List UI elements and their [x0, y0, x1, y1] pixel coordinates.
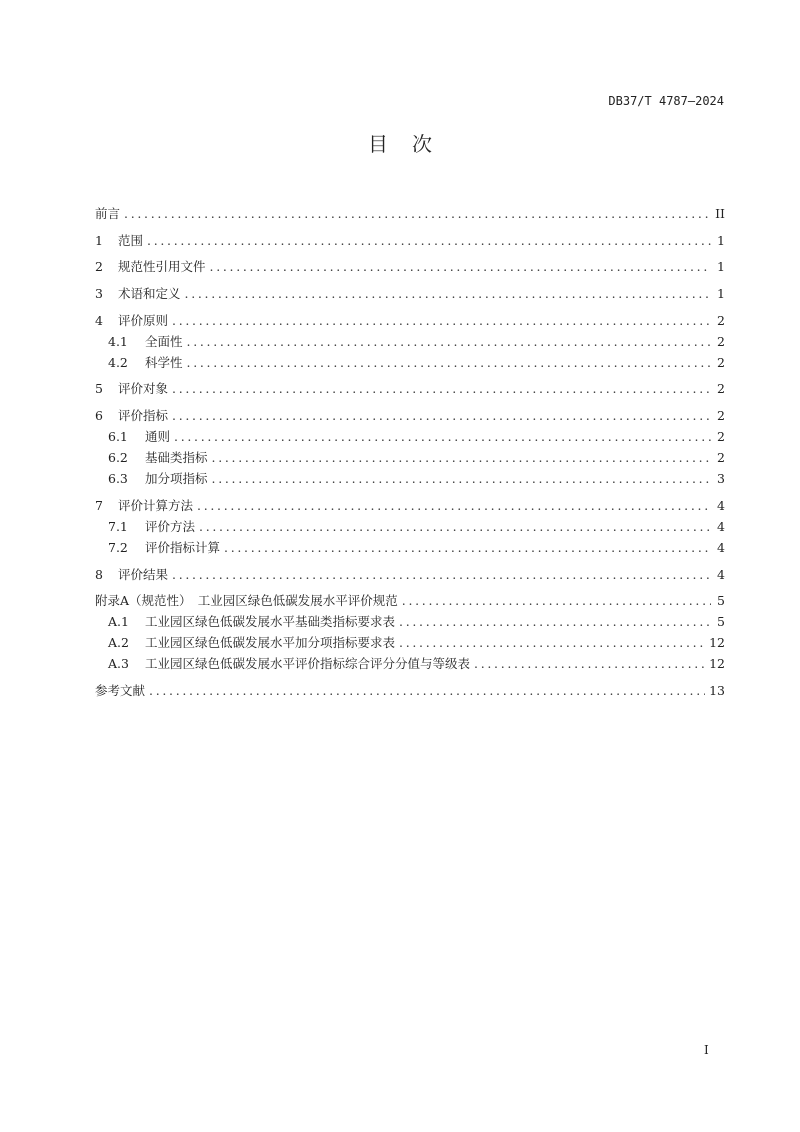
dot-leader: [212, 468, 711, 489]
table-of-contents: [95, 203, 725, 701]
dot-leader: [172, 310, 711, 331]
toc-entry-page: 1: [717, 232, 725, 248]
toc-entry-label: 通则: [145, 429, 171, 445]
toc-entry-page: 12: [709, 656, 725, 672]
toc-entry[interactable]: [95, 516, 725, 537]
toc-entry[interactable]: [95, 352, 725, 373]
toc-entry-page: 3: [717, 471, 725, 487]
toc-entry-number: 3: [95, 286, 103, 302]
dot-leader: [172, 378, 711, 399]
dot-leader: [174, 426, 711, 447]
page-number: I: [704, 1043, 709, 1057]
toc-entry-label: 范围: [118, 232, 144, 248]
toc-entry-number: 4.1: [108, 333, 128, 349]
dot-leader: [147, 230, 711, 251]
dot-leader: [199, 516, 711, 537]
toc-entry[interactable]: [95, 426, 725, 447]
toc-entry-page: 1: [717, 286, 725, 302]
toc-entry-number: A.2: [108, 635, 129, 651]
toc-entry-page: 4: [717, 497, 725, 513]
toc-entry-label: 基础类指标: [145, 450, 208, 466]
toc-entry-label: 评价指标计算: [145, 539, 221, 555]
toc-entry-number: 6.3: [108, 471, 128, 487]
toc-entry-page: 5: [717, 593, 725, 609]
toc-entry-number: 8: [95, 566, 103, 582]
dot-leader: [212, 447, 711, 468]
toc-entry[interactable]: [95, 632, 725, 653]
toc-entry[interactable]: [95, 405, 725, 426]
toc-entry[interactable]: [95, 283, 725, 304]
toc-entry-number: 5: [95, 381, 103, 397]
dot-leader: [172, 405, 711, 426]
toc-entry[interactable]: [95, 653, 725, 674]
toc-entry-page: 2: [717, 381, 725, 397]
toc-entry-page: II: [715, 206, 725, 221]
dot-leader: [187, 352, 711, 373]
toc-entry[interactable]: [95, 468, 725, 489]
toc-entry-page: 5: [717, 614, 725, 630]
toc-entry-page: 2: [717, 450, 725, 466]
dot-leader: [187, 331, 711, 352]
toc-entry-page: 13: [709, 682, 725, 698]
toc-entry-page: 12: [709, 635, 725, 651]
toc-entry-page: 4: [717, 539, 725, 555]
dot-leader: [474, 653, 705, 674]
toc-entry-label: 术语和定义: [118, 286, 181, 302]
toc-entry-number: 6.1: [108, 429, 128, 445]
dot-leader: [399, 632, 705, 653]
dot-leader: [224, 537, 711, 558]
toc-entry-number: 6.2: [108, 450, 128, 466]
toc-entry[interactable]: [95, 331, 725, 352]
toc-entry-label: 评价对象: [118, 381, 169, 397]
toc-entry[interactable]: [95, 590, 725, 611]
toc-entry-label: 全面性: [145, 333, 183, 349]
toc-entry[interactable]: [95, 447, 725, 468]
toc-entry-number: A.3: [108, 656, 129, 672]
dot-leader: [402, 590, 711, 611]
toc-entry[interactable]: [95, 495, 725, 516]
toc-entry-number: 6: [95, 408, 103, 424]
toc-entry-number: 4.2: [108, 354, 128, 370]
dot-leader: [210, 256, 711, 277]
toc-entry-page: 4: [717, 566, 725, 582]
toc-entry-page: 2: [717, 408, 725, 424]
toc-entry-label: 评价方法: [145, 518, 196, 534]
toc-entry[interactable]: [95, 203, 725, 224]
toc-entry-page: 2: [717, 312, 725, 328]
toc-entry-label: 工业园区绿色低碳发展水平加分项指标要求表: [145, 635, 396, 651]
toc-entry-label: 前言: [95, 206, 121, 221]
dot-leader: [149, 680, 705, 701]
toc-entry[interactable]: [95, 564, 725, 585]
toc-entry-number: 7: [95, 497, 103, 513]
document-number: DB37/T 4787—2024: [608, 94, 724, 108]
toc-entry[interactable]: [95, 230, 725, 251]
page-title: 目次: [368, 132, 456, 156]
toc-entry-label: 工业园区绿色低碳发展水平基础类指标要求表: [145, 614, 396, 630]
toc-entry-label: 评价指标: [118, 408, 169, 424]
toc-entry-label: 评价原则: [118, 312, 169, 328]
toc-entry-number: A.1: [108, 614, 129, 630]
toc-entry-label: 评价结果: [118, 566, 169, 582]
toc-entry-label: 加分项指标: [145, 471, 208, 487]
toc-entry-number: 2: [95, 259, 103, 275]
toc-entry-label: 评价计算方法: [118, 497, 194, 513]
toc-entry-number: 1: [95, 232, 103, 248]
toc-entry-label: 工业园区绿色低碳发展水平评价指标综合评分分值与等级表: [145, 656, 471, 672]
dot-leader: [172, 564, 711, 585]
dot-leader: [124, 203, 711, 224]
toc-entry-number: 4: [95, 312, 103, 328]
toc-entry-page: 2: [717, 333, 725, 349]
toc-entry[interactable]: [95, 537, 725, 558]
dot-leader: [185, 283, 711, 304]
toc-entry[interactable]: [95, 680, 725, 701]
toc-entry-page: 4: [717, 518, 725, 534]
toc-entry-page: 2: [717, 429, 725, 445]
dot-leader: [197, 495, 711, 516]
toc-entry[interactable]: [95, 378, 725, 399]
toc-entry-label: 附录A（规范性） 工业园区绿色低碳发展水平评价规范: [95, 593, 398, 609]
toc-entry-page: 2: [717, 354, 725, 370]
toc-entry[interactable]: [95, 256, 725, 277]
toc-entry-label: 参考文献: [95, 682, 146, 698]
toc-entry-label: 规范性引用文件: [118, 259, 206, 275]
dot-leader: [399, 611, 711, 632]
toc-entry[interactable]: [95, 611, 725, 632]
toc-entry[interactable]: [95, 310, 725, 331]
toc-entry-number: 7.2: [108, 539, 128, 555]
toc-entry-label: 科学性: [145, 354, 183, 370]
toc-entry-number: 7.1: [108, 518, 128, 534]
toc-entry-page: 1: [717, 259, 725, 275]
